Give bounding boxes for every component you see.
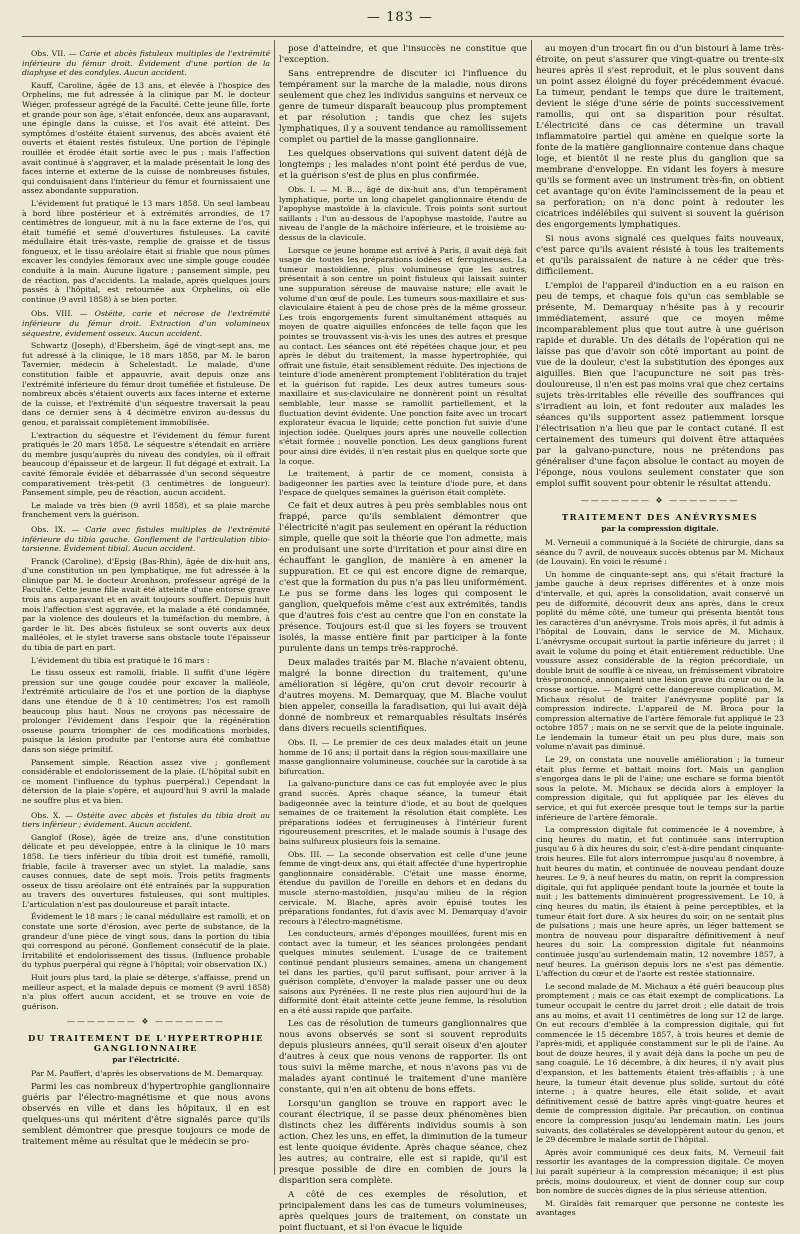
paragraph: pose d'atteindre, et que l'insuccès ne constitue que l'exception.	[279, 44, 527, 65]
paragraph: La galvano-puncture dans ce cas fut employée avec le plus grand succès. Après chaque séance, la tumeur était badigeonnée avec la teinture d'iode, et au bout de quelques semaines de ce traitement la résolution était complète. Les préparations iodées et ferrugineuses à l'intérieur furent rigoureusement prescrites, et le malade soumis à l'usage des bains sulfureux plusieurs fois la semaine.	[279, 779, 527, 846]
observation-title: — Ostéite avec abcès et fistules du tibia droit au tiers inférieur ; évidement. Aucun accident.	[22, 810, 270, 830]
paragraph: Ganglof (Rose), âgée de treize ans, d'une constitution délicate et peu développée, entre à la clinique le 10 mars 1858. Le tiers inférieur du tibia droit est tuméfié, ramolli, friable, facile à traverser avec un stylet. La maladie, sans causes connues, date de sept mois. Trois petits fragments osseux de tissu aréolaire ont été entraînés par la suppuration au travers des ouvertures fistuleuses, qui sont multiples. L'articulation n'est pas douloureuse et paraît intacte.	[22, 832, 270, 909]
observation-number: Obs. VIII.	[31, 309, 73, 319]
column-2	[279, 44, 527, 1233]
column-divider	[274, 40, 275, 1175]
paragraph: Lorsqu'un ganglion se trouve en rapport avec le courant électrique, il se passe deux phénomènes bien distincts chez les différents individus soumis à son action. Chez les uns, en effet, la diminution de la tumeur est lente quoique évidente. Après chaque séance, chez les autres, au contraire, elle est si rapide, qu'il est presque possible de dire en combien de jours la disparition sera complète.	[279, 1098, 527, 1186]
observation-title: — Ostéite, carie et nécrose de l'extrémité inférieure du fémur droit. Extraction d'un volumineux séquestre, évidement osseux. Aucun accident.	[22, 309, 270, 338]
paragraph: Les cas de résolution de tumeurs ganglionnaires que nous avons observés se sont si souvent reproduits depuis plusieurs années, qu'il serait oiseux d'en ajouter d'autres à ceux que nous venons de rapporter. Ils ont tous suivi la même marche, et nous n'avons pas vu de malades ayant continué le traitement d'une manière constante, qui n'en ait obtenu de bons effets.	[279, 1018, 527, 1095]
paragraph: Kauff, Caroline, âgée de 13 ans, et élevée à l'hospice des Orphelins, me fut adressée à la clinique par M. le docteur Wiéger, professeur agrégé de la Faculté. Cette jeune fille, forte et grande pour son âge, s'était enfoncée, deux ans auparavant, une épingle dans la cuisse, et l'os avait été atteint. Des symptômes d'ostéite étaient survenus, des abcès avaient été ouverts et étaient restés fistuleux. Une portion de l'épingle rouillée et érodée était sortie avec le pus ; mais l'affection avait continué à s'aggraver, et la malade présentait le long des faces interne et externe de la cuisse de nombreuses fistules, qui conduisaient dans l'intérieur du fémur et fournissaient une assez abondante suppuration.	[22, 80, 270, 196]
section-author: Par M. Pauffert, d'après les observations de M. Demarquay.	[31, 1069, 264, 1079]
paragraph: La compression digitale fut commencée le 4 novembre, à cinq heures du matin, et fut continuée sans interruption jusqu'au 6 à dix heures du soir, c'est-à-dire pendant cinquante-trois heures. Elle fut alors interrompue jusqu'au 8 novembre, à huit heures du matin, et continuée de nouveau pendant douze heures. Le 9, à neuf heures du matin, on reprit la compression digitale, qui fut appliquée pendant toute la journée et toute la nuit ; les battements diminuèrent progressivement. Le 10, à cinq heures du matin, ils étaient à peine perceptibles, et la tumeur était fort dure. A six heures du soir, on ne sentait plus de pulsations ; mais une heure après, un léger battement se montra de nouveau pour disparaître définitivement à neuf heures du soir. La compression digitale fut néanmoins continuée jusqu'au surlendemain matin, 12 novembre 1857, à neuf heures. La guérison depuis lors ne s'est pas démentie. L'affection du cœur et de l'aorte est restée stationnaire.	[536, 825, 784, 979]
paragraph: Schwartz (Joseph), d'Ebersheim, âgé de vingt-sept ans, me fut adressé à la clinique, le 18 mars 1858, par M. le baron Tavernier, médecin à Schelestadt. Le malade, d'une constitution faible et appauvrie, avait depuis onze ans l'extrémité inférieure du fémur droit tuméfiée et fistuleuse. De nombreux abcès s'étaient ouverts aux faces interne et externe de la cuisse, et l'extrémité d'un séquestre traversait la peau dans ce dernier sens à 4 décimètre environ au-dessus du genou, et paraissait complètement immobilisée.	[22, 341, 270, 427]
section-separator: ——————— ❖ ———————	[66, 1017, 226, 1027]
column-3	[536, 44, 784, 1218]
paragraph: Un homme de cinquante-sept ans, qui s'était fracturé la jambe gauche à deux reprises différentes et à onze mois d'intervalle, et qui, après la consolidation, avait conservé un peu de difformité, découvrit deux ans après, dans le creux poplité du même côté, une tumeur qui présenta bientôt tous les caractères d'un anévrysme. Trois mois après, il fut admis à l'hôpital de Louvain, dans le service de M. Michaux. L'anévrysme occupait surtout la partie inférieure du jarret ; il avait le volume du poing et était entièrement réductible. Une voussure assez considérable de la région précordiale, un double bruit de souffle à ce niveau, un frémissement vibratoire très-prononcé, annonçaient une lésion grave du cœur ou de la crosse aortique. — Malgré cette dangereuse complication, M. Michaux résolut de traiter l'anévrysme poplité par la compression indirecte. L'appareil de M. Broca pour la compression alternative de l'artère fémorale fut appliqué le 23 octobre 1857 ; mais on ne se servit que de la pelote inguinale. Le lendemain la tumeur était un peu plus dure, mais son volume n'avait pas diminué.	[536, 569, 784, 752]
section-title: DU TRAITEMENT DE L'HYPERTROPHIE GANGLIONNAIRE	[27, 1033, 265, 1054]
paragraph: Évidement le 18 mars ; le canal médullaire est ramolli, et on constate une sorte d'érosion, avec perte de substance, de la grandeur d'une pièce de vingt sous, dans la portion du tibia qui correspond au péroné. Gonflement consécutif de la plaie. Irritabilité et endolorissement des tissus. (Influence probable du typhus puerpéral qui règne à l'hôpital; voir observation IX.)	[22, 912, 270, 970]
column-1	[22, 44, 270, 1174]
section-title: TRAITEMENT DES ANÉVRYSMES	[561, 512, 759, 522]
page-number: — 183 —	[366, 10, 434, 25]
observation-title: — Carie et abcès fistuleux multiples de l'extrémité inférieure du fémur droit. Évidement d'une portion de la diaphyse et des condyles. Aucun accident.	[22, 49, 271, 78]
observation-number: Obs. VII.	[31, 49, 66, 58]
paragraph: L'évidement du tibia est pratiqué le 16 mars :	[31, 655, 210, 665]
section-subtitle: par la compression digitale.	[601, 524, 719, 533]
paragraph: Les quelques observations qui suivent datent déjà de longtemps ; les malades n'ont point été perdus de vue, et la guérison s'est de plus en plus confirmée.	[279, 149, 527, 181]
paragraph: L'évidement fut pratiqué le 13 mars 1858. Un seul lambeau à bord libre postérieur et à extrémités arrondies, de 17 centimètres de longueur, mit à nu la face externe de l'os, qui était tuméfié et semé d'ouvertures fistuleuses. La cavité médullaire était très-vaste, remplie de graisse et de tissus fongueux, et le tissu aréolaire était si friable que nous pûmes excaver les condyles fémoraux avec une simple gouge coudée conduite à la main. Aucune ligature ; pansement simple, peu de réaction, pas d'accidents. La malade, après quelques jours passés à l'hôpital, est retournée aux Orphelins, où elle continue (9 avril 1858) à se bien porter.	[22, 198, 270, 304]
paragraph: Ce fait et deux autres à peu près semblables nous ont frappé, parce qu'ils semblaient démontrer que l'électricité n'agit pas seulement en opérant la réduction simple, quelle que soit la théorie que l'on admette, mais en produisant une sorte d'irritation et pour ainsi dire en échauffant le ganglion, de manière à en amener la suppuration. Et ce qui est encore digne de remarque, c'est que la formation du pus n'a pas lieu uniformément. Le pus se forme dans les loges qui composent le ganglion, quelquefois même c'est aux extrémités, tandis que d'autres fois c'est au centre que l'on en constate la présence. Toujours est-il que si les foyers se trouvent isolés, la masse entière finit par participer à la fonte purulente dans un temps très-rapproché.	[279, 501, 527, 654]
paragraph: Huit jours plus tard, la plaie se déterge, s'affaisse, prend un meilleur aspect, et la malade depuis ce moment (9 avril 1858) n'a plus offert aucun accident, et se trouve en voie de guérison.	[22, 973, 270, 1011]
paragraph: Les conducteurs, armés d'éponges mouillées, furent mis en contact avec la tumeur, et les séances prolongées pendant quelques minutes seulement. L'usage de ce traitement continué pendant plusieurs semaines, amena un changement tel dans les parties, qu'il parut suffisant, pour arriver à la guérison complète, d'envoyer la malade passer une ou deux saisons aux Pyrénées. Il ne reste plus rien aujourd'hui de la difformité dont était atteinte cette jeune femme, la résolution en a été aussi rapide que parfaite.	[279, 929, 527, 1016]
observation-title: — Carie avec fistules multiples de l'extrémité inférieure du tibia gauche. Gonflement de l'articulation tibio-tarsienne. Évidement tibial. Aucun accident.	[22, 524, 270, 554]
paragraph: Le 29, on constata une nouvelle amélioration ; la tumeur était plus ferme et battait moins fort. Mais un ganglion s'engorgea dans le pli de l'aine; une eschare se forma bientôt sous la pelote. M. Michaux se décida alors à employer la compression digitale, qui fut appliquée par les élèves du service, et qui fut exercée presque tout le temps sur la partie inférieure de l'artère fémorale.	[536, 755, 784, 822]
paragraph: M. Giraldès fait remarquer que personne ne conteste les avantages	[536, 1198, 784, 1218]
observation-number: Obs. X.	[31, 810, 61, 820]
paragraph: Le second malade de M. Michaux a été guéri beaucoup plus promptement ; mais ce cas était exempt de complications. La tumeur occupait le centre du jarret droit ; elle datait de trois ans au moins, et avait 11 centimètres de long sur 12 de large. On eut recours d'emblée à la compression digitale, qui fut commencée le 15 décembre 1857, à trois heures et demie de l'après-midi, et appliquée constamment sur le pli de l'aine. Au bout de douze heures, il y avait déjà dans la poche un peu de sang coagulé. Le 16 décembre, à dix heures, il n'y avait plus d'expansion, et les battements étaient très-affaiblis ; à une heure, la tumeur était devenue plus solide, surtout du côté interne ; à quatre heures, elle était solide, et avait définitivement cessé de battre après vingt-quatre heures et demie de compression digitale. Par précaution, on continua encore la compression jusqu'au lendemain matin. Les jours suivants, des collatérales se développèrent autour du genou, et le 29 décembre le malade sortit de l'hôpital.	[536, 981, 784, 1145]
paragraph: Pansement simple. Réaction assez vive ; gonflement considérable et endolorissement de la plaie. (L'hôpital subit en ce moment l'influence du typhus puerpéral.) Cependant la détersion de la plaie s'opère, et aujourd'hui 9 avril la malade ne souffre plus et va bien.	[22, 757, 270, 805]
paragraph: Obs. I. — M. B..., âgé de dix-huit ans, d'un tempérament lymphatique, porte un long chapelet ganglionnaire étendu de l'apophyse mastoïde à la clavicule. Trois points sont surtout saillants : l'un au-dessous de l'apophyse mastoïde, l'autre au niveau de l'angle de la mâchoire inférieure, et le troisième au-dessus de la clavicule.	[279, 185, 527, 242]
paragraph: M. Verneuil a communiqué à la Société de chirurgie, dans sa séance du 7 avril, de nouveaux succès obtenus par M. Michaux (de Louvain). En voici le résumé :	[536, 538, 784, 567]
paragraph: L'emploi de l'appareil d'induction en a eu raison en peu de temps, et chaque fois qu'un cas semblable se présente, M. Demarquay n'hésite pas à y recourir immédiatement, assuré que ce moyen même incomparablement plus que tout autre à une guérison rapide et durable. Un des détails de l'opération qui ne laisse pas que d'avoir son côté important au point de vue de la douleur, c'est la substitution des éponges aux aiguilles. Bien que l'acupuncture ne soit pas très-douloureuse, il n'en est pas moins vrai que chez certains sujets très-irritables elle réveille des souffrances qui s'irradient au loin, et font redouter aux malades les séances qu'ils supportent assez patiemment lorsque l'électrisation n'a lieu que par le contact cutané. Il est certainement des tumeurs qui doivent être attaquées par la galvano-puncture, nous ne prétendons pas généraliser d'une façon absolue le contact au moyen de l'éponge, nous voulons seulement constater que son emploi suffit souvent pour obtenir le résultat attendu.	[536, 281, 784, 489]
observation-heading	[22, 525, 270, 554]
paragraph: Obs. II. — Le premier de ces deux malades était un jeune homme de 16 ans; il portait dans la région sous-maxillaire une masse ganglionnaire volumineuse, couchée sur la carotide à sa bifurcation.	[279, 738, 527, 776]
paragraph: Parmi les cas nombreux d'hypertrophie ganglionnaire guéris par l'électro-magnétisme et que nous avons observés en ville et dans les hôpitaux, il en est quelques-uns qui méritent d'être signalés parce qu'ils semblent démontrer que presque toujours ce mode de traitement même au résultat que le médecin se pro-	[22, 1082, 270, 1147]
observation-heading	[22, 49, 270, 78]
paragraph: Franck (Caroline), d'Epsig (Bas-Rhin), âgée de dix-huit ans, d'une constitution un peu lymphatique, me fut adressée à la clinique par M. le docteur Aronhson, professeur agrégé de la Faculté. Cette jeune fille avait été atteinte d'une entorse grave trois ans auparavant et en avait toujours souffert. Depuis huit mois l'affection s'est aggravée, et la malade a été condamnée, par la violence des douleurs et la tuméfaction du membre, à garder le lit. Des abcès fistuleux se sont ouverts aux deux malléoles, et le stylet traverse sans obstacle toute l'épaisseur du tibia de part en part.	[22, 556, 270, 653]
paragraph: Sans entreprendre de discuter ici l'influence du tempérament sur la marche de la maladie, nous dirons seulement que chez les individus sanguins et nerveux ce genre de tumeur disparaît beaucoup plus promptement et par résolution ; tandis que chez les sujets lymphatiques, il y a souvent tendance au ramollissement complet ou partiel de la masse ganglionnaire.	[279, 69, 527, 145]
paragraph: Si nous avons signalé ces quelques faits nouveaux, c'est parce qu'ils avaient résisté à tous les traitements et qu'ils paraissaient de nature à ne céder que très-difficilement.	[536, 234, 784, 277]
paragraph: Le traitement, à partir de ce moment, consista à badigeonner les parties avec la teinture d'iode pure, et dans l'espace de quelques semaines la guérison était complète.	[279, 469, 527, 498]
paragraph: au moyen d'un trocart fin ou d'un bistouri à lame très-étroite, on peut s'assurer que vingt-quatre ou trente-six heures après il s'est reproduit, et le plus souvent dans un point assez éloigné du foyer précédemment évacué. La tumeur, pendant le temps que dure le traitement, devient le siége d'une série de points successivement ramollis, qui ont sa disparition pour résultat. L'électricité dans ce cas détermine un travail inflammatoire partiel qui amène en quelque sorte la fonte de la matière ganglionnaire contenue dans chaque loge, et bientôt il ne reste plus du ganglion que sa membrane d'enveloppe. En vidant les foyers à mesure qu'ils se forment avec un instrument très-fin, on obtient cet avantage qu'on évite l'amincissement de la peau et sa perforation; on n'a donc point à redouter les cicatrices indélébiles qui suivent si souvent la guérison des engorgements lymphatiques.	[536, 44, 784, 230]
paragraph: L'extraction du séquestre et l'évidement du fémur furent pratiqués le 20 mars 1858. Le séquestre s'étendait en arrière du membre jusqu'auprès du niveau des condyles, où il offrait beaucoup d'épaisseur et de largeur. Il fut dégagé et extrait. La cavité fémorale évidée et débarrassée d'un second séquestre comparativement très-petit (3 centimètres de longueur). Pansement simple, peu de réaction, aucun accident.	[22, 430, 270, 498]
paragraph: Lorsque ce jeune homme est arrivé à Paris, il avait déjà fait usage de toutes les préparations iodées et ferrugineuses. La tumeur mastoïdienne, plus volumineuse que les autres, présentait à son centre un point fistuleux qui laissait suinter une suppuration séreuse de mauvaise nature; elle avait le volume d'un œuf de poule. Les tumeurs sous-maxillaire et sus-claviculaire étaient à peu de chose près de la même grosseur. Les trois engorgements furent simultanément attaqués au moyen de quatre aiguilles enfoncées de telle façon que les pointes se trouvassent vis-à-vis les unes des autres et presque au contact. Les séances ont été répétées chaque jour, et peu après le début du traitement, la masse hypertrophiée, qui offrait une fistule, était sensiblement réduite. Des injections de teinture d'iode amenèrent promptement l'oblitération du trajet et la guérison fut rapide. Les deux autres tumeurs sous-maxillaire et sus-claviculaire ne donnèrent point un résultat semblable, leur masse se ramollit partiellement, et la fluctuation devint évidente. Une ponction faite avec un trocart explorateur évacua le liquide; cette ponction fut suivie d'une injection iodée. Quelques jours après une nouvelle collection s'était formée ; nouvelle ponction. Les deux ganglions furent pour ainsi dire évidés, il n'en restait plus en quelque sorte que la coque.	[279, 245, 527, 466]
paragraph: Après avoir communiqué ces deux faits, M. Verneuil fait ressortir les avantages de la compression digitale. Ce moyen lui paraît supérieur à la compression mécanique; il est plus précis, moins douloureux, et vient de donner coup sur coup bon nombre de succès dignes de la plus sérieuse attention.	[536, 1147, 784, 1196]
observation-number: Obs. IX.	[31, 524, 66, 534]
observation-heading	[22, 309, 270, 338]
paragraph: Obs. III. — La seconde observation est celle d'une jeune femme de vingt-deux ans, qui était affectée d'une hypertrophie ganglionnaire considérable. C'était une masse énorme, étendue du pavillon de l'oreille en dehors et en dedans du muscle sterno-mastoïdien, jusqu'au milieu de la région cervicale. M. Blache, après avoir épuisé toutes les préparations fondantes, fut d'avis avec M. Demarquay d'avoir recours à l'électro-magnétisme.	[279, 849, 527, 926]
column-divider	[531, 40, 532, 1175]
observation-heading	[22, 811, 270, 830]
paragraph: Le tissu osseux est ramolli, friable. Il suffit d'une légère pression sur une gouge coudée pour excaver la malléole, l'extrémité articulaire de l'os et une portion de la diaphyse dans une étendue de 8 à 10 centimètres; l'os est ramolli beaucoup plus haut. Nous ne croyons pas nécessaire de prolonger l'évidement dans l'espoir que la régénération osseuse pourra triompher de ces modifications morbides, puisque la lésion produite par l'entorse aura été combattue dans son siége primitif.	[22, 668, 270, 754]
section-separator: ——————— ❖ ———————	[580, 496, 740, 505]
paragraph: Le malade va très bien (9 avril 1858), et sa plaie marche franchement vers la guérison.	[22, 500, 270, 520]
section-subtitle: par l'électricité.	[112, 1055, 180, 1065]
paragraph: A côté de ces exemples de résolution, et principalement dans les cas de tumeurs volumineuses, après quelques jours de traitement, on constate un point fluctuant, et si l'on évacue le liquide	[279, 1189, 527, 1233]
paragraph: Deux malades traités par M. Blache n'avaient obtenu, malgré la bonne direction du traitement, qu'une amélioration si légère, qu'on crut devoir recourir à d'autres moyens. M. Demarquay, que M. Blache voulut bien appeler, conseilla la faradisation, qui lui avait déjà donné de nombreux et remarquables résultats insérés dans divers recueils scientifiques.	[279, 658, 527, 734]
header-rule	[22, 36, 784, 37]
